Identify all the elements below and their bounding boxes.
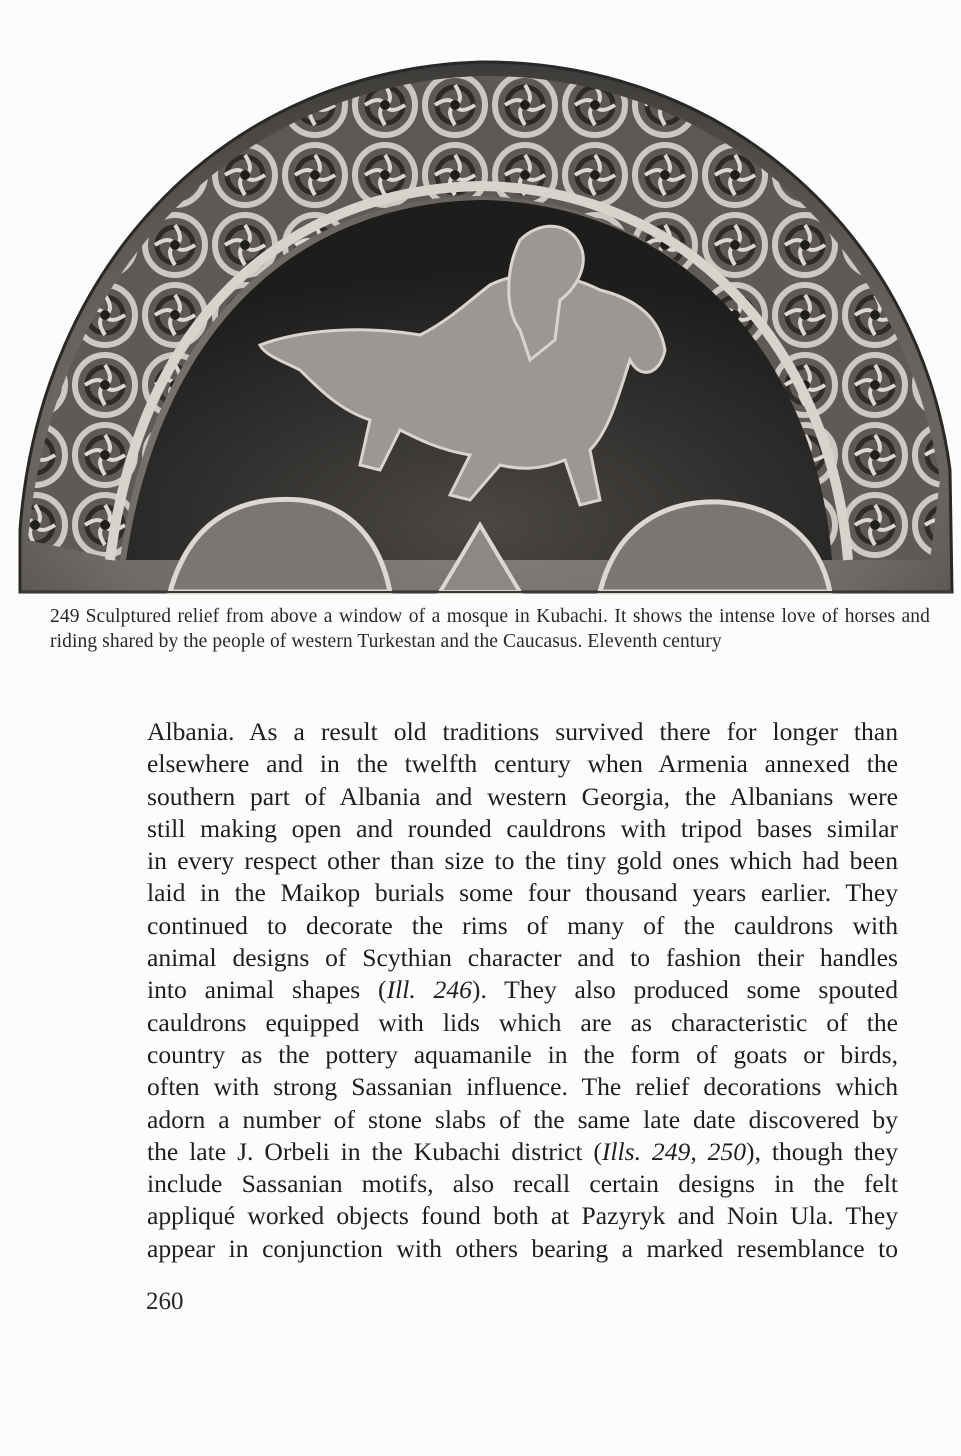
body-line: animal designs of Scythian character and to fashion their handles <box>147 943 898 973</box>
page-number: 260 <box>146 1288 184 1315</box>
relief-photograph <box>0 0 961 600</box>
relief-image <box>0 0 961 600</box>
body-line: adorn a number of stone slabs of the same late date discovered by <box>147 1104 898 1134</box>
figure-number: 249 <box>50 606 80 627</box>
body-line: the late J. Orbeli in the Kubachi district (Ills. 249, 250), though they <box>147 1136 898 1166</box>
body-line: laid in the Maikop burials some four thousand years earlier. They <box>147 878 898 908</box>
illustration-reference: Ill. 246 <box>386 975 472 1005</box>
body-paragraph <box>147 716 898 1265</box>
body-line: appear in conjunction with others bearing a marked resemblance to <box>147 1233 898 1263</box>
body-line: cauldrons equipped with lids which are as characteristic of the <box>147 1007 898 1037</box>
body-line: continued to decorate the rims of many of the cauldrons with <box>147 910 898 940</box>
body-line: often with strong Sassanian influence. The relief decorations which <box>147 1072 898 1102</box>
body-line: into animal shapes (Ill. 246). They also produced some spouted <box>147 975 899 1005</box>
figure-caption <box>50 604 930 654</box>
body-line: elsewhere and in the twelfth century when Armenia annexed the <box>147 749 898 779</box>
figure-caption-text: Sculptured relief from above a window of a mosque in Kubachi. It shows the intense love of horses and riding shared by the people of western Turkestan and the Caucasus. Eleventh century <box>50 606 930 652</box>
body-line: include Sassanian motifs, also recall certain designs in the felt <box>147 1169 898 1199</box>
body-line: southern part of Albania and western Georgia, the Albanians were <box>147 781 898 811</box>
body-line: appliqué worked objects found both at Pazyryk and Noin Ula. They <box>147 1201 898 1231</box>
body-line: country as the pottery aquamanile in the form of goats or birds, <box>147 1039 898 1069</box>
body-line: in every respect other than size to the tiny gold ones which had been <box>147 846 898 876</box>
body-line: Albania. As a result old traditions survived there for longer than <box>147 717 898 746</box>
body-line: still making open and rounded cauldrons with tripod bases similar <box>147 813 898 843</box>
illustration-reference: Ills. 249, 250 <box>601 1136 747 1166</box>
